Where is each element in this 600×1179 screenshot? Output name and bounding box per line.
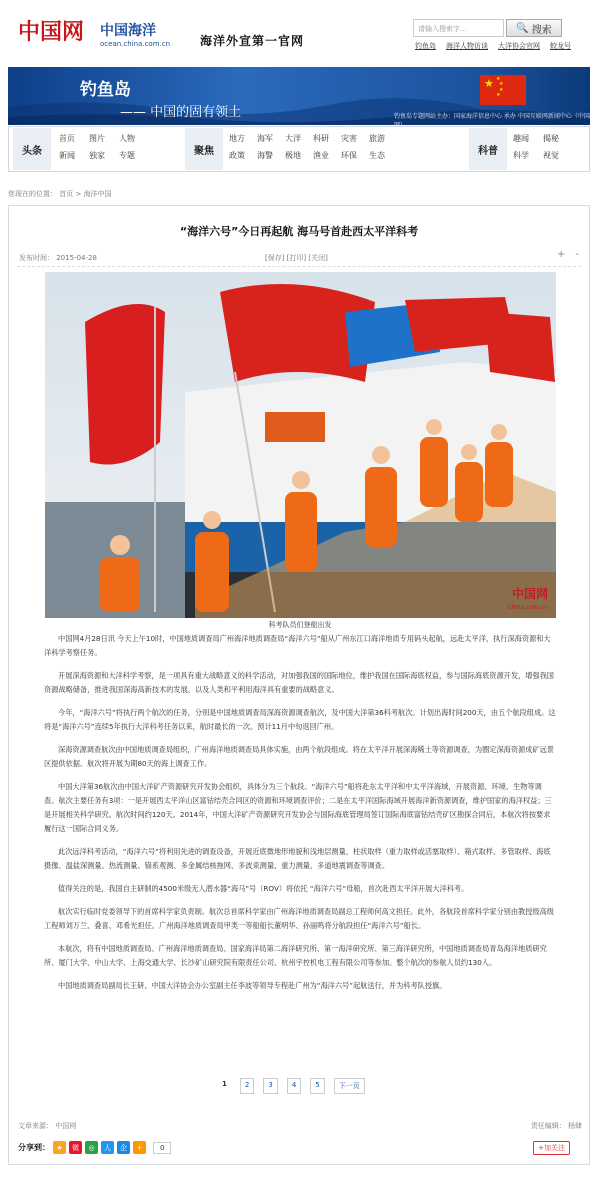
- nav-item[interactable]: 科学: [513, 151, 529, 160]
- diaoyu-banner[interactable]: [8, 67, 590, 125]
- article-tools[interactable]: [保存] [打印] [关闭]: [265, 254, 328, 262]
- banner-title: 钓鱼岛: [80, 80, 131, 100]
- site-header: [0, 0, 600, 66]
- nav-group-science: [513, 133, 573, 161]
- renren-icon[interactable]: 人: [101, 1141, 114, 1154]
- site-slogan: 海洋外宣第一官网: [200, 34, 305, 48]
- china-flag-icon: ★ ★ ★ ★ ★: [480, 75, 526, 105]
- paragraph: 此次远洋科考活动，“海洋六号”将利用先进的调查设备，开展近底微地形地貌和浅地层测量、柱状取样（重力取样或活塞取样）、箱式取样、多管取样、海底摄像、温盐深测量、热流测量、锚系观测、多金属结核拖网、多波束测量、重力测量、多道地震调查等调查。: [44, 847, 551, 870]
- nav-item[interactable]: 首页: [59, 134, 75, 143]
- nav-group-headlines: [59, 133, 149, 161]
- nav-item[interactable]: 人物: [119, 134, 135, 143]
- article-photo: [45, 272, 556, 618]
- next-page-button[interactable]: 下一页: [334, 1078, 365, 1094]
- paragraph: 深海资源调查航次由中国地质调查局组织，广州海洋地质调查局具体实施，由两个航段组成。将在太平洋开展深海稀土等资源调查，为圈定深海资源成矿远景区提供依据。航次将开展为期80天的海上调查工作。: [44, 745, 554, 768]
- paragraph: 值得关注的是，我国自主研制的4500米级无人潜水器“海马”号（ROV）将依托 “海洋六号”母船，首次赴西太平洋开展大洋科考。: [58, 884, 469, 893]
- nav-item[interactable]: 专题: [119, 151, 135, 160]
- article-editor: 责任编辑： 杨肆: [530, 1122, 582, 1130]
- nav-item[interactable]: 趣闻: [513, 134, 529, 143]
- nav-group-focus: [229, 133, 397, 161]
- channel-nav: [8, 126, 590, 172]
- search-icon: 🔍: [516, 22, 529, 34]
- quick-link[interactable]: 蛟龙号: [550, 42, 571, 50]
- nav-item[interactable]: 视觉: [543, 151, 559, 160]
- search-input[interactable]: 请输入搜索字...: [413, 19, 504, 37]
- nav-item[interactable]: 旅游: [369, 134, 385, 143]
- logo-url: ocean.china.com.cn: [100, 40, 171, 48]
- nav-item[interactable]: 海军: [257, 134, 273, 143]
- zoom-out-icon[interactable]: -: [575, 249, 579, 260]
- font-zoom: [557, 249, 579, 260]
- quick-links: [415, 41, 571, 51]
- quick-link[interactable]: 大洋协会官网: [498, 42, 540, 50]
- nav-item[interactable]: 独家: [89, 151, 105, 160]
- paragraph: 本航次，将有中国地质调查局、广州海洋地质调查局、国家海洋局第二海洋研究所、第一海洋研究所、第三海洋研究所，中国地质调查局青岛海洋地质研究所、厦门大学、中山大学、上海交通大学、长沙矿山研究院有限责任公司、杭州宇控机电工程有限公司等参加。整个航次的参航人员约130人。: [44, 944, 547, 967]
- nav-item[interactable]: 生态: [369, 151, 385, 160]
- china-ocean-logo[interactable]: 中国海洋: [100, 23, 156, 39]
- tqq-icon[interactable]: 企: [117, 1141, 130, 1154]
- breadcrumb-home[interactable]: 首页: [59, 190, 74, 198]
- nav-item[interactable]: 政策: [229, 151, 245, 160]
- nav-item[interactable]: 新闻: [59, 151, 75, 160]
- article-source: 文章来源： 中国网: [18, 1122, 77, 1130]
- nav-item[interactable]: 环保: [341, 151, 357, 160]
- nav-head-science[interactable]: 科普: [469, 128, 507, 170]
- article-title: “海洋六号”今日再起航 海马号首赴西太平洋科考: [179, 225, 419, 238]
- quick-link[interactable]: 钓鱼岛: [415, 42, 436, 50]
- nav-head-focus[interactable]: 聚焦: [185, 128, 223, 170]
- photo-caption: 科考队员们登船出发: [268, 621, 332, 629]
- breadcrumb: 您现在的位置： 首页 > 海洋中国: [8, 190, 112, 198]
- qzone-icon[interactable]: ★: [53, 1141, 66, 1154]
- nav-item[interactable]: 海警: [257, 151, 273, 160]
- paragraph: 中国网4月28日讯 今天上午10时，中国地质调查局广州海洋地质调查局“海洋六号”船从广州东江口海洋地质专用码头起航，远赴太平洋，执行深海资源和大洋科学考察任务。: [44, 634, 551, 657]
- article-body: [44, 632, 556, 1002]
- wechat-icon[interactable]: ◎: [85, 1141, 98, 1154]
- banner-credit: 钓鱼岛专题网站主办：国家海洋信息中心 承办 中国互联网新闻中心（中国: [394, 113, 590, 120]
- nav-item[interactable]: 揭秘: [543, 134, 559, 143]
- paragraph: 中国地质调查局副局长王研、中国大洋协会办公室副主任李波等领导专程赴广州为“海洋六号”起航送行，并为科考队授旗。: [58, 981, 447, 990]
- nav-item[interactable]: 地方: [229, 134, 245, 143]
- china-net-logo[interactable]: 中国网: [18, 19, 85, 45]
- page-link[interactable]: 5: [310, 1078, 324, 1094]
- paragraph: 中国大洋第36航次由中国大洋矿产资源研究开发协会组织，具体分为三个航段。“海洋六号”船将赴东太平洋和中太平洋海域，开展资源、环境、生物等调查。航次主要任务有3项：一是开展西太平洋山区富钴结壳合同区的资源和环境调查评价；二是在太平洋国际海域开展海洋新资源调查，维护国家的海洋权益；三是开展相关科学研究。航次时间约120天。2014年，中国大洋矿产资源研究开发协会与国际海底管理局签订国际海底富钴结壳矿区勘探合同后，本航次将按要求履行这一国际合同义务。: [44, 782, 552, 833]
- quick-link[interactable]: 海洋人物访谈: [446, 42, 488, 50]
- share-label: 分享到：: [18, 1143, 50, 1152]
- weibo-icon[interactable]: 微: [69, 1141, 82, 1154]
- page-current: 1: [222, 1080, 227, 1088]
- watermark-url: china.com.cn: [508, 604, 548, 611]
- nav-item[interactable]: 极地: [285, 151, 301, 160]
- nav-item[interactable]: 灾害: [341, 134, 357, 143]
- share-count: 0: [153, 1142, 171, 1154]
- search-button[interactable]: 🔍 搜索: [506, 19, 562, 37]
- follow-button[interactable]: +加关注: [533, 1141, 570, 1155]
- banner-subtitle: —— 中国的固有领土: [120, 105, 242, 120]
- pagination: [218, 1078, 365, 1094]
- paragraph: 航次实行临时党委领导下的首席科学家负责制。航次总首席科学家由广州海洋地质调查局副总工程师何高文担任。此外，各航段首席科学家分别由教授级高级工程师刘万兰、叠喜、邓希光担任。广州海洋地质调查局甲类一等船船长董明华、孙丽鸣将分航段担任“海洋六号”船长。: [44, 907, 554, 930]
- nav-item[interactable]: 大洋: [285, 134, 301, 143]
- paragraph: 今年，“海洋六号”将执行两个航次的任务，分别是中国地质调查局深海资源调查航次，及中国大洋第36科考航次。计划出海时间200天，由五个航段组成。这将是“海洋六号”连续5年执行大洋科考任务以来，航时最长的一次。预计11月中旬返回广州。: [44, 708, 556, 731]
- more-share-icon[interactable]: +: [133, 1141, 146, 1154]
- page-link[interactable]: 2: [240, 1078, 254, 1094]
- breadcrumb-section[interactable]: 海洋中国: [83, 190, 112, 198]
- zoom-in-icon[interactable]: +: [557, 249, 566, 260]
- divider: [17, 266, 581, 267]
- nav-head-headlines[interactable]: 头条: [13, 128, 51, 170]
- page-link[interactable]: 3: [263, 1078, 277, 1094]
- page-link[interactable]: 4: [287, 1078, 301, 1094]
- nav-item[interactable]: 科研: [313, 134, 329, 143]
- nav-item[interactable]: 图片: [89, 134, 105, 143]
- china-net-watermark: 中国网: [511, 587, 548, 601]
- nav-item[interactable]: 渔业: [313, 151, 329, 160]
- paragraph: 开展深海资源和大洋科学考察，是一项具有重大战略意义的科学活动，对加强我国的国际地位，维护我国在国际海底权益，参与国际海底资源开发，增强我国资源战略储备，推进我国深海高新技术的发展，以及人类和平利用海洋具有重要的战略意义。: [44, 671, 554, 694]
- share-bar: [18, 1141, 171, 1154]
- publish-time: 发布时间： 2015-04-28: [19, 254, 97, 262]
